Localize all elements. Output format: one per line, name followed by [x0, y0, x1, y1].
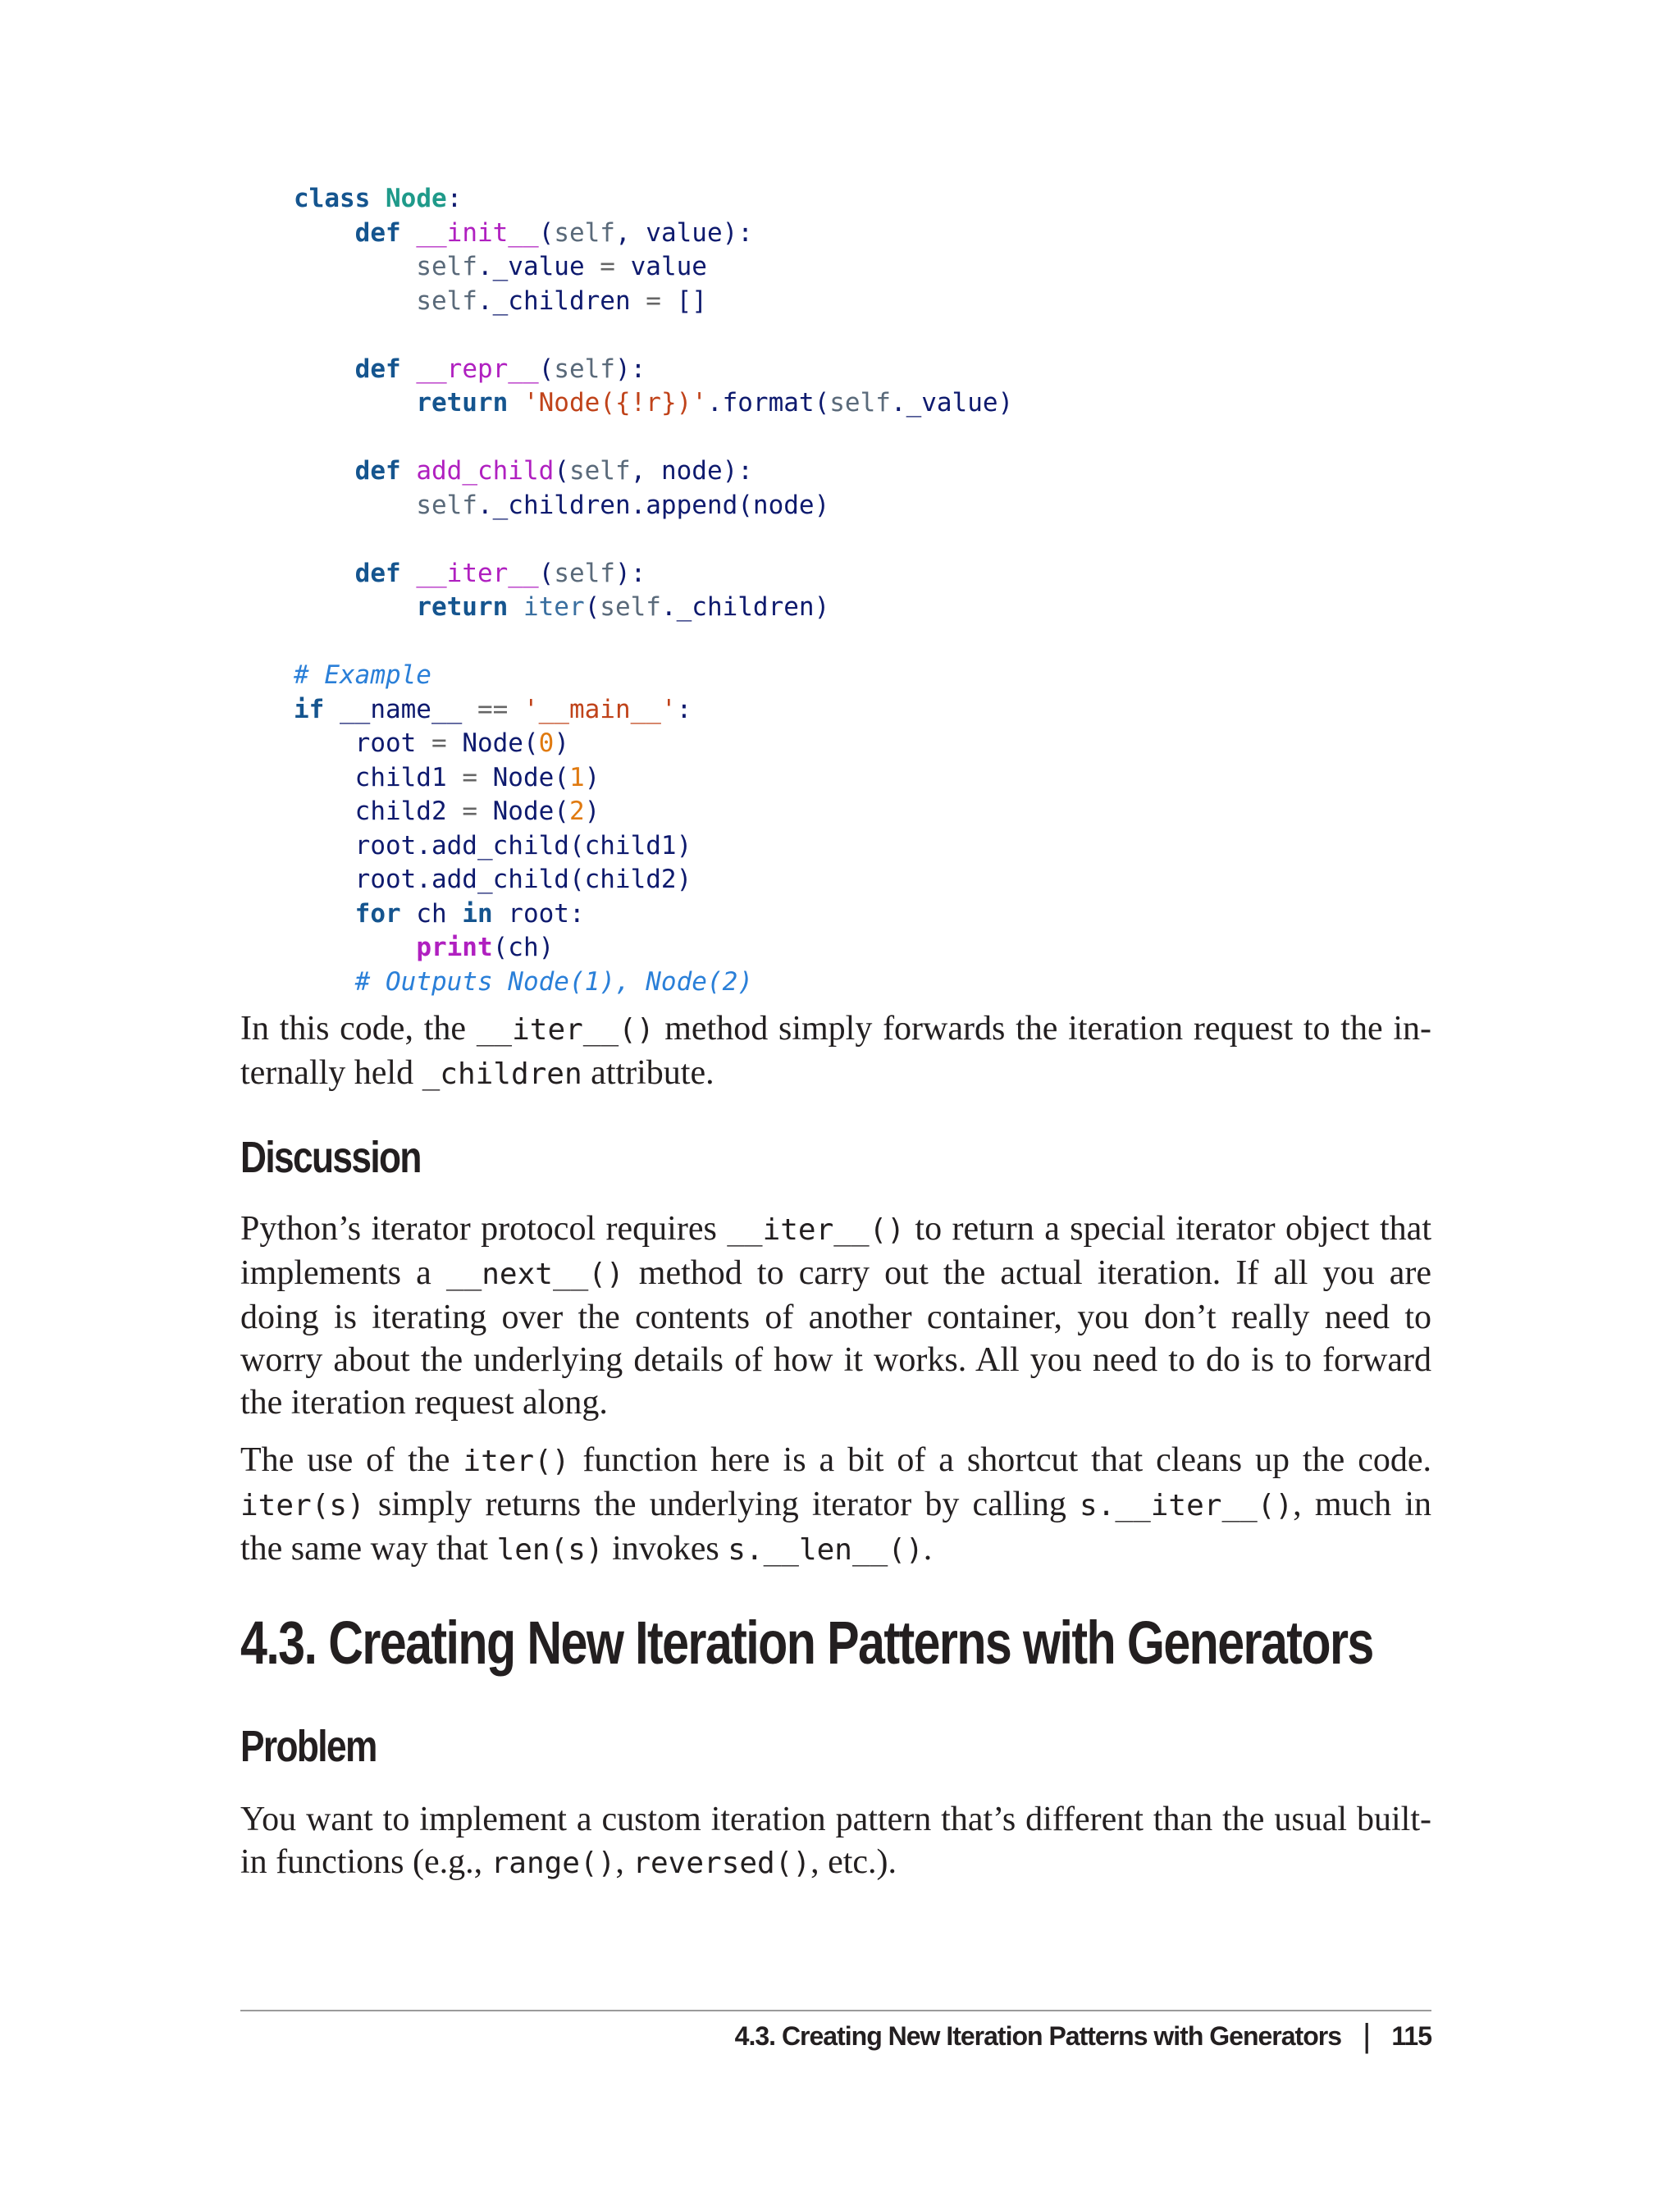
code-line: class Node:	[294, 184, 463, 213]
code-line	[294, 421, 1013, 455]
code-line: self._children.append(node)	[416, 490, 830, 520]
code-line: def __init__(self, value):	[354, 217, 753, 248]
footer-rule	[240, 2010, 1431, 2011]
discussion-heading: Discussion	[240, 1133, 421, 1182]
code-line: return 'Node({!r})'.format(self._value)	[416, 388, 1014, 418]
code-line: root.add_child(child2)	[294, 865, 692, 894]
code-line	[294, 318, 1013, 353]
code-line: # Outputs Node(1), Node(2)	[354, 966, 753, 997]
intro-paragraph: In this code, the __iter__() method simply forwards the iteration request to the internally held _children attribute.	[240, 1010, 1432, 1092]
running-title: 4.3. Creating New Iteration Patterns with Generators	[734, 2021, 1341, 2051]
code-block	[294, 182, 1013, 999]
section-title: 4.3. Creating New Iteration Patterns with Generators	[240, 1609, 1373, 1677]
code-line: root = Node(0)	[294, 728, 569, 758]
problem-paragraph: You want to implement a custom iteration pattern that’s different than the usual built-in functions (e.g., range(), reversed(), etc.).	[240, 1801, 1431, 1881]
page-number: 115	[1391, 2021, 1431, 2051]
discussion-paragraph-1: Python’s iterator protocol requires __iter__() to return a special iterator object that implements a __next__() method to carry out the actual iteration. If all you are doing is iterating over the contents of another container, you don’t really need to worry about the underlying details of how it works. All you need to do is to forward the iteration request along.	[240, 1210, 1431, 1422]
code-line: def add_child(self, node):	[354, 456, 753, 486]
code-line: def __iter__(self):	[354, 558, 646, 588]
footer-separator: |	[1362, 2018, 1371, 2054]
code-line	[294, 523, 1013, 557]
code-line: def __repr__(self):	[354, 354, 646, 384]
code-line: if __name__ == '__main__':	[294, 694, 692, 724]
page-footer	[735, 2018, 1431, 2055]
code-line: return iter(self._children)	[416, 592, 830, 622]
discussion-paragraph-2: The use of the iter() function here is a bit of a shortcut that cleans up the code. iter(s) simply returns the underlying iterator by calling s.__iter__(), much in the same way that len(s) invokes s.__len__().	[240, 1441, 1431, 1568]
code-line: self._value = value	[416, 252, 707, 281]
code-line: self._children = []	[416, 285, 707, 316]
problem-heading: Problem	[240, 1722, 377, 1771]
code-line: for ch in root:	[354, 898, 585, 929]
code-line: print(ch)	[416, 933, 555, 962]
code-line: child2 = Node(2)	[294, 797, 600, 826]
code-line: # Example	[294, 660, 431, 690]
code-line	[294, 625, 1013, 660]
code-line: root.add_child(child1)	[294, 830, 692, 861]
code-line: child1 = Node(1)	[294, 762, 600, 792]
